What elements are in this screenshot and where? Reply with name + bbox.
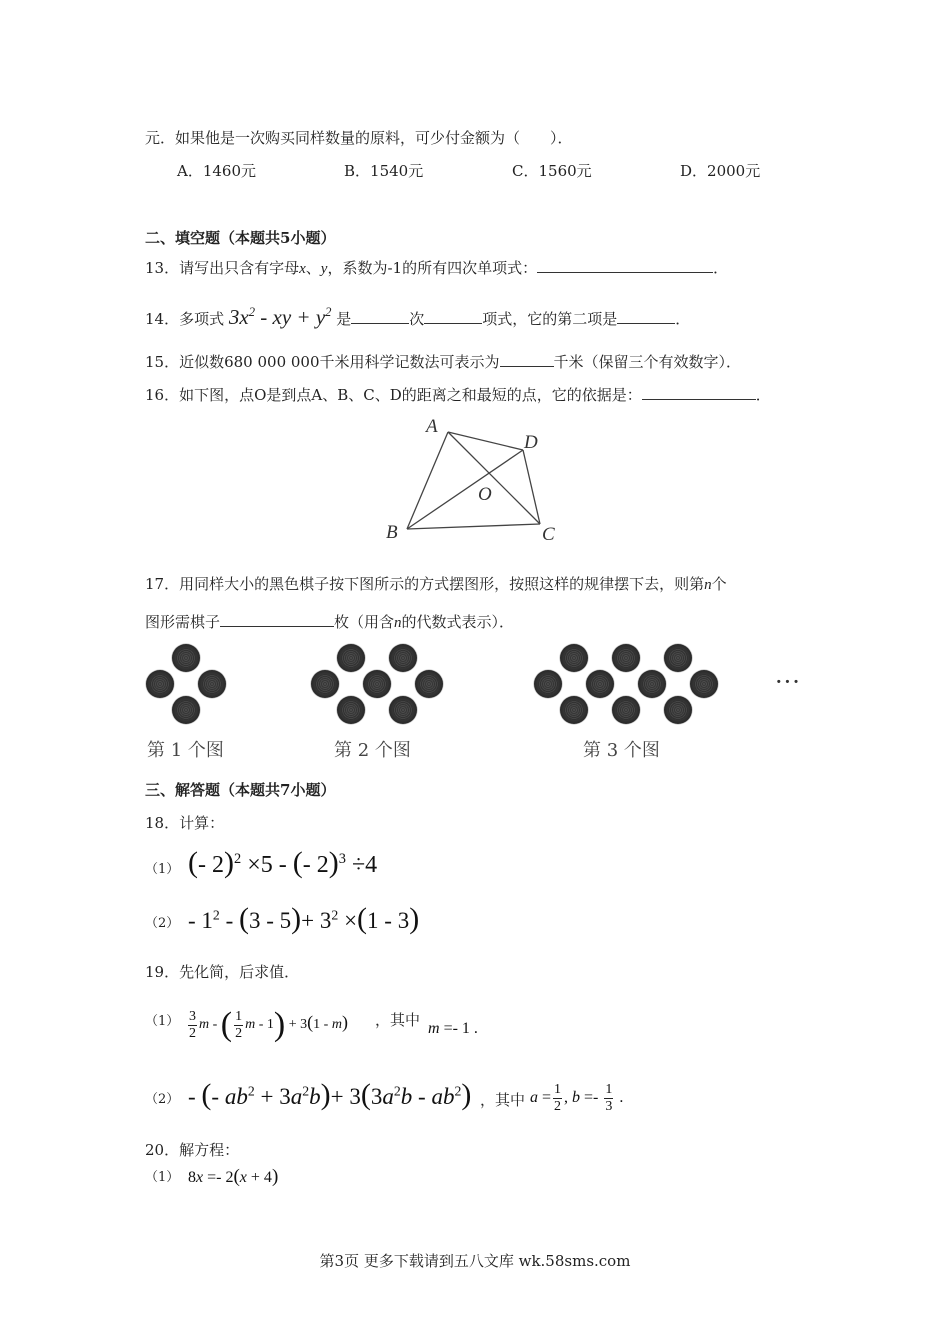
q19-part1-condition: m =- 1 . <box>428 1020 478 1037</box>
label-d: D <box>524 432 538 453</box>
q14-expression: $3x^2$ - xy + $y^2$ <box>228 305 332 329</box>
option-c: C．1560元 <box>512 162 592 180</box>
edge-cb <box>407 524 540 529</box>
question-16: 16．如下图，点O是到点A、B、C、D的距离之和最短的点，它的依据是： ． <box>145 386 771 404</box>
edge-ad <box>448 432 523 450</box>
stone <box>560 644 588 672</box>
caption-figure-1: 第 1 个图 <box>147 740 224 761</box>
ellipsis: ··· <box>775 668 801 696</box>
stone <box>534 670 562 698</box>
stone <box>664 696 692 724</box>
stone <box>146 670 174 698</box>
stone <box>586 670 614 698</box>
edge-dc <box>523 450 540 524</box>
stone <box>337 696 365 724</box>
section3-title: 三、解答题（本题共7小题） <box>145 781 336 799</box>
stone <box>638 670 666 698</box>
question-13: 13．请写出只含有字母x、y，系数为-1的所有四次单项式： ． <box>145 259 729 277</box>
stone <box>363 670 391 698</box>
q18-part1-expression: (- 2)$^2$ ×5 - (- 2)$^3$ ÷4 <box>188 846 378 879</box>
q19-part2-expression: - (- $ab^2 + 3a^2b)+ 3(3a^2b - ab^2)$ <box>188 1078 472 1111</box>
stone <box>664 644 692 672</box>
option-d: D．2000元 <box>680 162 761 180</box>
label-b: B <box>386 522 398 543</box>
stone <box>311 670 339 698</box>
option-a: A．1460元 <box>177 162 257 180</box>
page-footer: 第3页 更多下载请到五八文库 wk.58sms.com <box>319 1252 631 1270</box>
question-14: 14．多项式 $3x^2$ - xy + $y^2$ 是 次 项式，它的第二项是 ． <box>145 305 691 329</box>
label-c: C <box>542 524 555 545</box>
caption-figure-3: 第 3 个图 <box>583 740 660 761</box>
q18-part2-label: （2） <box>145 916 180 931</box>
q20-part1-expression: 8x =- 2(x + 4) <box>188 1166 279 1187</box>
stone <box>172 644 200 672</box>
stone <box>415 670 443 698</box>
stone <box>560 696 588 724</box>
label-o: O <box>478 484 492 505</box>
q19-part1-where: ，其中 <box>375 1011 421 1029</box>
question-20-title: 20．解方程： <box>145 1141 240 1159</box>
stone <box>612 696 640 724</box>
stone <box>198 670 226 698</box>
stone <box>389 696 417 724</box>
question-18-title: 18．计算： <box>145 814 225 832</box>
question-19-title: 19．先化简，后求值． <box>145 963 300 981</box>
stone <box>389 644 417 672</box>
q12-tail-text: 元．如果他是一次购买同样数量的原料，可少付金额为（ ）． <box>145 129 573 147</box>
stone <box>337 644 365 672</box>
q20-part1-label: （1） <box>145 1170 180 1185</box>
quadrilateral-figure <box>380 410 580 545</box>
stone <box>172 696 200 724</box>
question-17-line1: 17．用同样大小的黑色棋子按下图所示的方式摆图形，按照这样的规律摆下去，则第n个 <box>145 575 727 593</box>
stone <box>690 670 718 698</box>
q18-part1-label: （1） <box>145 862 180 877</box>
q19-part2-label: （2） <box>145 1092 180 1107</box>
section2-title: 二、填空题（本题共5小题） <box>145 229 336 247</box>
caption-figure-2: 第 2 个图 <box>334 740 411 761</box>
q19-part1-label: （1） <box>145 1014 180 1029</box>
question-17-line2: 图形需棋子 枚（用含n的代数式表示）． <box>145 613 515 631</box>
stone <box>612 644 640 672</box>
q19-part2-where: ，其中 <box>480 1091 526 1109</box>
label-a: A <box>426 416 438 437</box>
question-15: 15．近似数680 000 000千米用科学记数法可表示为 千米（保留三个有效数字）． <box>145 353 742 371</box>
q19-part2-condition: a = $\frac{1}{2}$ , b =- $\frac{1}{3}$ . <box>530 1082 624 1114</box>
option-b: B．1540元 <box>344 162 424 180</box>
q19-part1-expression: $\frac{3}{2}$ m - ( $\frac{1}{2}$ m - 1) + 3(1 - m) <box>189 1006 348 1043</box>
q18-part2-expression: - $1^2 - (3 - 5)+ 3^2 \times(1 - 3)$ <box>188 902 420 935</box>
